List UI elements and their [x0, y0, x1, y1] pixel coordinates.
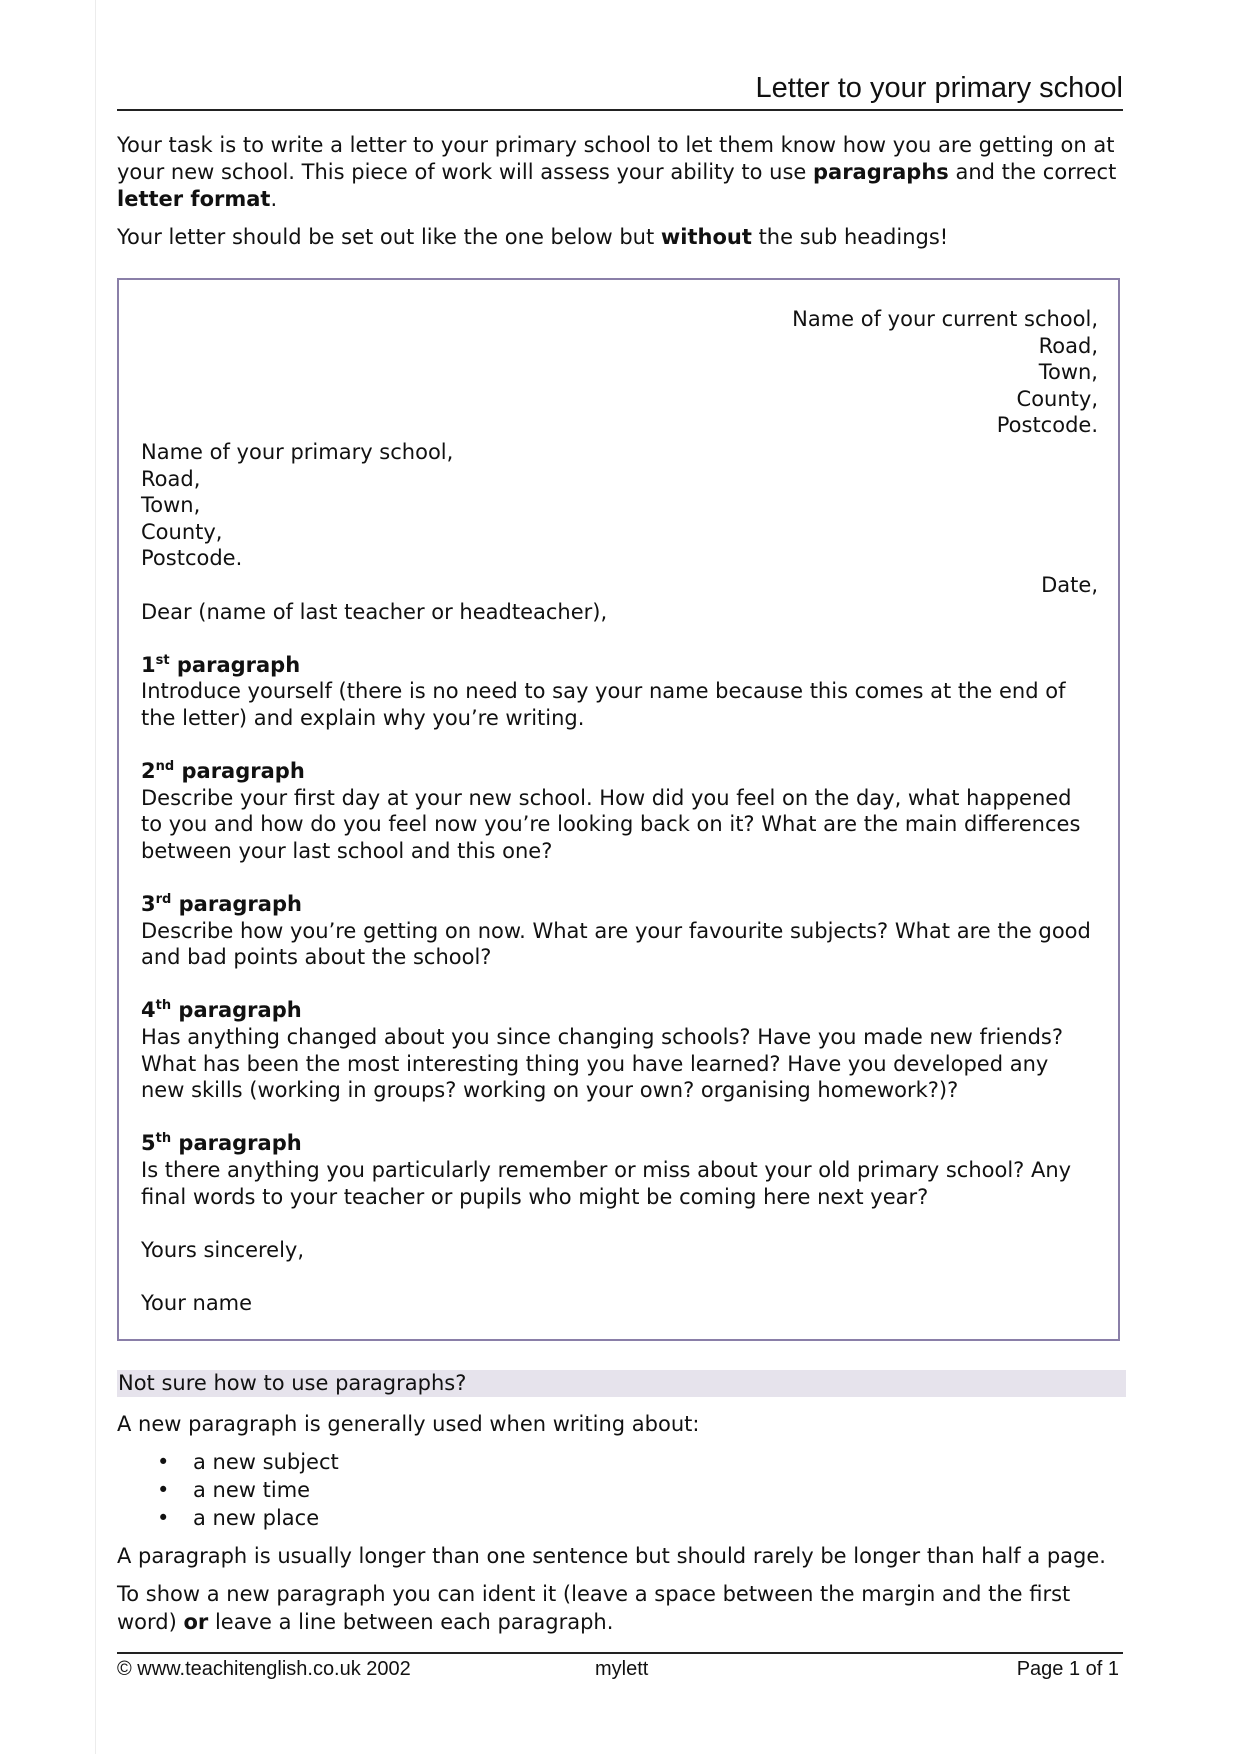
- intro-bold-without: without: [660, 225, 752, 249]
- sender-address-line: Road,: [1038, 333, 1098, 358]
- list-item: [117, 1448, 1127, 1476]
- intro-bold-letter-format: letter format: [117, 187, 271, 211]
- sender-address-line: Town,: [1038, 360, 1098, 385]
- tips-text-run: leave a line between each paragraph.: [208, 1610, 614, 1634]
- list-item-text: a new subject: [193, 1450, 339, 1474]
- list-item: [117, 1504, 1127, 1532]
- paragraph-description: Is there anything you particularly remember or miss about your old primary school? Any final words to your teacher or pupils who might be coming here next year?: [141, 1158, 1072, 1209]
- letter-signature: Your name: [141, 1290, 253, 1315]
- sender-address: [141, 306, 1098, 439]
- intro-text-run: and the correct: [948, 160, 1117, 184]
- paragraph-heading: [141, 652, 1098, 679]
- paragraph-label: paragraph: [171, 998, 302, 1023]
- recipient-address-line: Town,: [141, 493, 201, 518]
- list-item-text: a new time: [193, 1478, 311, 1502]
- recipient-address-line: Road,: [141, 466, 201, 491]
- tips-length-note: A paragraph is usually longer than one sentence but should rarely be longer than half a page.: [117, 1544, 1106, 1568]
- intro-paragraph-layout: [117, 224, 1127, 251]
- paragraph-number: 4: [141, 998, 156, 1023]
- intro-text-run: .: [270, 187, 278, 211]
- letter-template-box: [117, 278, 1120, 1341]
- intro-text: [117, 132, 1127, 262]
- intro-text-run: Your task is to write a letter to your primary school to let them know how you are getting on at your new school. This piece of work will assess your ability to use: [117, 133, 1115, 184]
- footer-rule: [117, 1652, 1123, 1654]
- paragraph-label: paragraph: [171, 892, 302, 917]
- paragraph-heading: [141, 1130, 1098, 1157]
- tips-heading: Not sure how to use paragraphs?: [117, 1370, 1126, 1397]
- paragraph-label: paragraph: [169, 652, 301, 677]
- letter-date: Date,: [1041, 572, 1098, 597]
- paragraph-number: 1: [141, 652, 156, 677]
- paragraph-ordinal: th: [155, 1131, 172, 1147]
- intro-text-run: Your letter should be set out like the one below but: [117, 225, 661, 249]
- paragraph-ordinal: th: [155, 998, 172, 1014]
- letter-closing: Yours sincerely,: [141, 1237, 305, 1262]
- paragraph-heading: [141, 997, 1098, 1024]
- bullet-icon: •: [157, 1478, 170, 1502]
- recipient-address-line: Postcode.: [141, 546, 243, 571]
- letter-greeting: Dear (name of last teacher or headteacher),: [141, 599, 608, 624]
- letter-body: [141, 306, 1098, 1317]
- tips-body: [117, 1410, 1127, 1646]
- intro-bold-paragraphs: paragraphs: [813, 160, 949, 184]
- footer-page-number: Page 1 of 1: [1016, 1658, 1119, 1680]
- list-item: [117, 1476, 1127, 1504]
- paragraph-number: 2: [141, 759, 156, 784]
- tips-bold-or: or: [183, 1610, 209, 1634]
- paragraph-description: Has anything changed about you since changing schools? Have you made new friends? What has been the most interesting thing you have learned? Have you developed any new skills (working in groups? working on your own? organising homework?)?: [141, 1025, 1064, 1103]
- paragraph-heading: [141, 758, 1098, 785]
- sender-address-line: Name of your current school,: [792, 307, 1098, 331]
- sender-address-line: County,: [1016, 386, 1098, 411]
- recipient-address-line: County,: [141, 519, 223, 544]
- tips-lead: A new paragraph is generally used when writing about:: [117, 1412, 700, 1436]
- paragraph-description: Describe your first day at your new school. How did you feel on the day, what happened to you and how do you feel now you’re looking back on it? What are the main differences between your last school and this one?: [141, 785, 1081, 863]
- tips-text-run: To show a new paragraph you can ident it (leave a space between the margin and the first word): [117, 1582, 1071, 1634]
- page-title: Letter to your primary school: [755, 72, 1123, 104]
- footer-code: mylett: [595, 1658, 649, 1680]
- paragraph-label: paragraph: [174, 759, 305, 784]
- paragraph-description: Describe how you’re getting on now. What are your favourite subjects? What are the good and bad points about the school?: [141, 918, 1091, 970]
- tips-list: [117, 1448, 1127, 1532]
- intro-paragraph-task: [117, 132, 1127, 213]
- spacer: [141, 1263, 1098, 1290]
- paragraph-heading: [141, 891, 1098, 918]
- list-item-text: a new place: [193, 1506, 320, 1530]
- paragraph-number: 3: [141, 892, 156, 917]
- intro-text-run: the sub headings!: [751, 225, 949, 249]
- page-edge: [95, 0, 96, 1754]
- spacer: [141, 1210, 1098, 1237]
- bullet-icon: •: [157, 1450, 170, 1474]
- header-rule: [117, 109, 1123, 111]
- recipient-address-line: Name of your primary school,: [141, 439, 454, 464]
- paragraph-number: 5: [141, 1131, 156, 1156]
- paragraph-ordinal: nd: [155, 759, 175, 775]
- recipient-address: [141, 439, 1098, 572]
- paragraph-ordinal: st: [155, 652, 170, 668]
- footer-copyright: © www.teachitenglish.co.uk 2002: [117, 1658, 411, 1680]
- bullet-icon: •: [157, 1506, 170, 1530]
- paragraph-ordinal: rd: [155, 892, 172, 908]
- paragraph-label: paragraph: [171, 1131, 302, 1156]
- paragraph-description: Introduce yourself (there is no need to say your name because this comes at the end of the letter) and explain why you’re writing.: [141, 679, 1066, 730]
- tips-indent-note: [117, 1580, 1127, 1636]
- sender-address-line: Postcode.: [996, 413, 1098, 438]
